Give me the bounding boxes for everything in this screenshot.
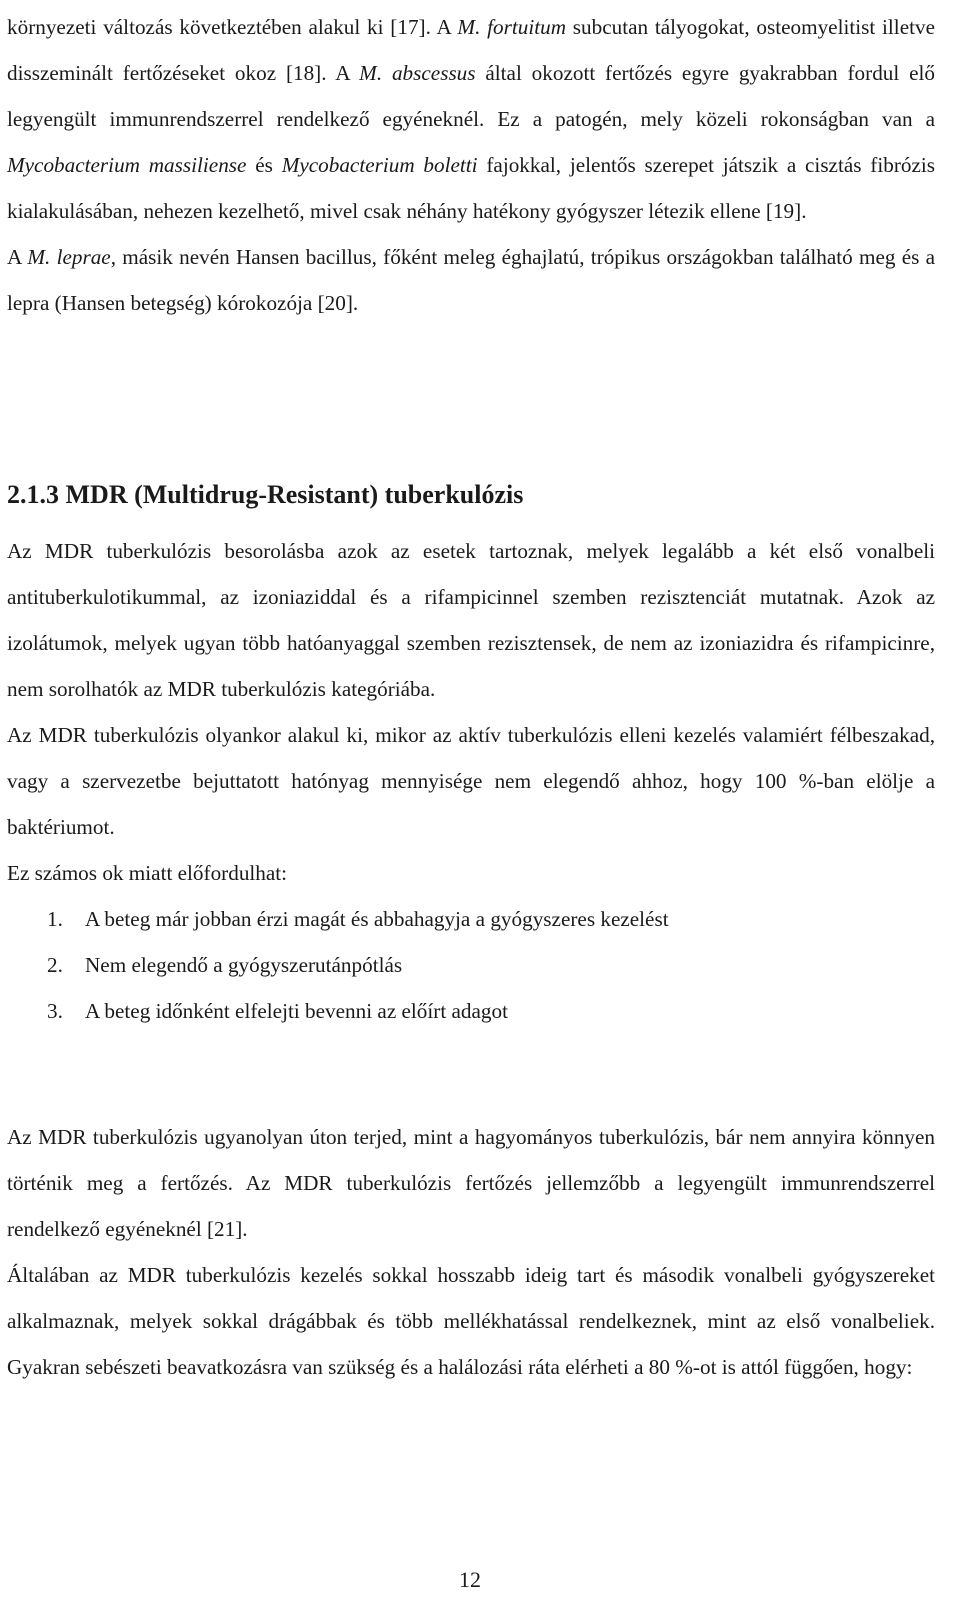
list-item xyxy=(7,896,935,942)
paragraph-mycobacteria xyxy=(7,4,935,326)
section-body-continued xyxy=(7,1114,935,1390)
species-name: Mycobacterium boletti xyxy=(281,153,478,177)
text-run: subcutan tályogokat, osteomyelitist illetve disszeminált fertőzéseket okoz [18]. A xyxy=(7,15,935,85)
page-number: 12 xyxy=(459,1567,481,1592)
paragraph-leprae xyxy=(7,234,935,326)
section-heading: 2.1.3 MDR (Multidrug-Resistant) tuberkulózis xyxy=(7,480,524,509)
list-text: A beteg időnként elfelejti bevenni az előírt adagot xyxy=(85,999,509,1023)
species-name: Mycobacterium massiliense xyxy=(7,153,247,177)
species-name: M. leprae xyxy=(27,245,111,269)
paragraph-reasons-intro: Ez számos ok miatt előfordulhat: xyxy=(7,861,288,885)
paragraph-fortuitum-abscessus xyxy=(7,4,935,234)
text-run: és xyxy=(246,153,282,177)
species-name: M. fortuitum xyxy=(457,15,567,39)
paragraph-mdr-definition: Az MDR tuberkulózis besorolásba azok az esetek tartoznak, melyek legalább a két első vonalbeli antituberkulotikummal, az izoniaziddal és a rifampicinnel szemben rezisztenciát mutatnak. Azok az izolátumok, melyek ugyan több hatóanyaggal szemben rezisztensek, de nem az izoniazidra és rifampicinre, nem sorolhatók az MDR tuberkulózis kategóriába. xyxy=(7,539,935,701)
list-text: Nem elegendő a gyógyszerutánpótlás xyxy=(85,953,403,977)
text-run: , másik nevén Hansen bacillus, főként meleg éghajlatú, trópikus országokban található meg és a lepra (Hansen betegség) kórokozója [20]. xyxy=(7,245,935,315)
list-number: 1. xyxy=(47,907,63,931)
list-item xyxy=(7,988,935,1034)
section-mdr xyxy=(7,478,935,512)
list-number: 3. xyxy=(47,999,63,1023)
paragraph-mdr-treatment: Általában az MDR tuberkulózis kezelés sokkal hosszabb ideig tart és második vonalbeli gyógyszereket alkalmaznak, melyek sokkal drágábbak és több mellékhatással rendelkeznek, mint az első vonalbeliek. Gyakran sebészeti beavatkozásra van szükség és a halálozási ráta elérheti a 80 %-ot is attól függően, hogy: xyxy=(7,1263,935,1379)
list-item xyxy=(7,942,935,988)
paragraph-mdr-development: Az MDR tuberkulózis olyankor alakul ki, mikor az aktív tuberkulózis elleni kezelés valamiért félbeszakad, vagy a szervezetbe bejuttatott hatónyag mennyisége nem elegendő ahhoz, hogy 100 %-ban elölje a baktériumot. xyxy=(7,723,935,839)
text-run: által okozott fertőzés egyre gyakrabban fordul elő legyengült immunrendszerrel rendelkező egyéneknél. Ez a patogén, mely közeli rokonságban van a xyxy=(7,61,935,131)
section-body xyxy=(7,528,935,1034)
text-run: környezeti változás következtében alakul ki [17]. A xyxy=(7,15,458,39)
text-run: A xyxy=(7,245,28,269)
species-name: M. abscessus xyxy=(359,61,476,85)
text-run: fajokkal, jelentős szerepet játszik a cisztás fibrózis kialakulásában, nehezen kezelhető, mivel csak néhány hatékony gyógyszer létezik ellene [19]. xyxy=(7,153,936,223)
list-number: 2. xyxy=(47,953,63,977)
paragraph-mdr-spread: Az MDR tuberkulózis ugyanolyan úton terjed, mint a hagyományos tuberkulózis, bár nem annyira könnyen történik meg a fertőzés. Az MDR tuberkulózis fertőzés jellemzőbb a legyengült immunrendszerrel rendelkező egyéneknél [21]. xyxy=(7,1125,935,1241)
list-text: A beteg már jobban érzi magát és abbahagyja a gyógyszeres kezelést xyxy=(85,907,669,931)
reasons-list xyxy=(7,896,935,1034)
